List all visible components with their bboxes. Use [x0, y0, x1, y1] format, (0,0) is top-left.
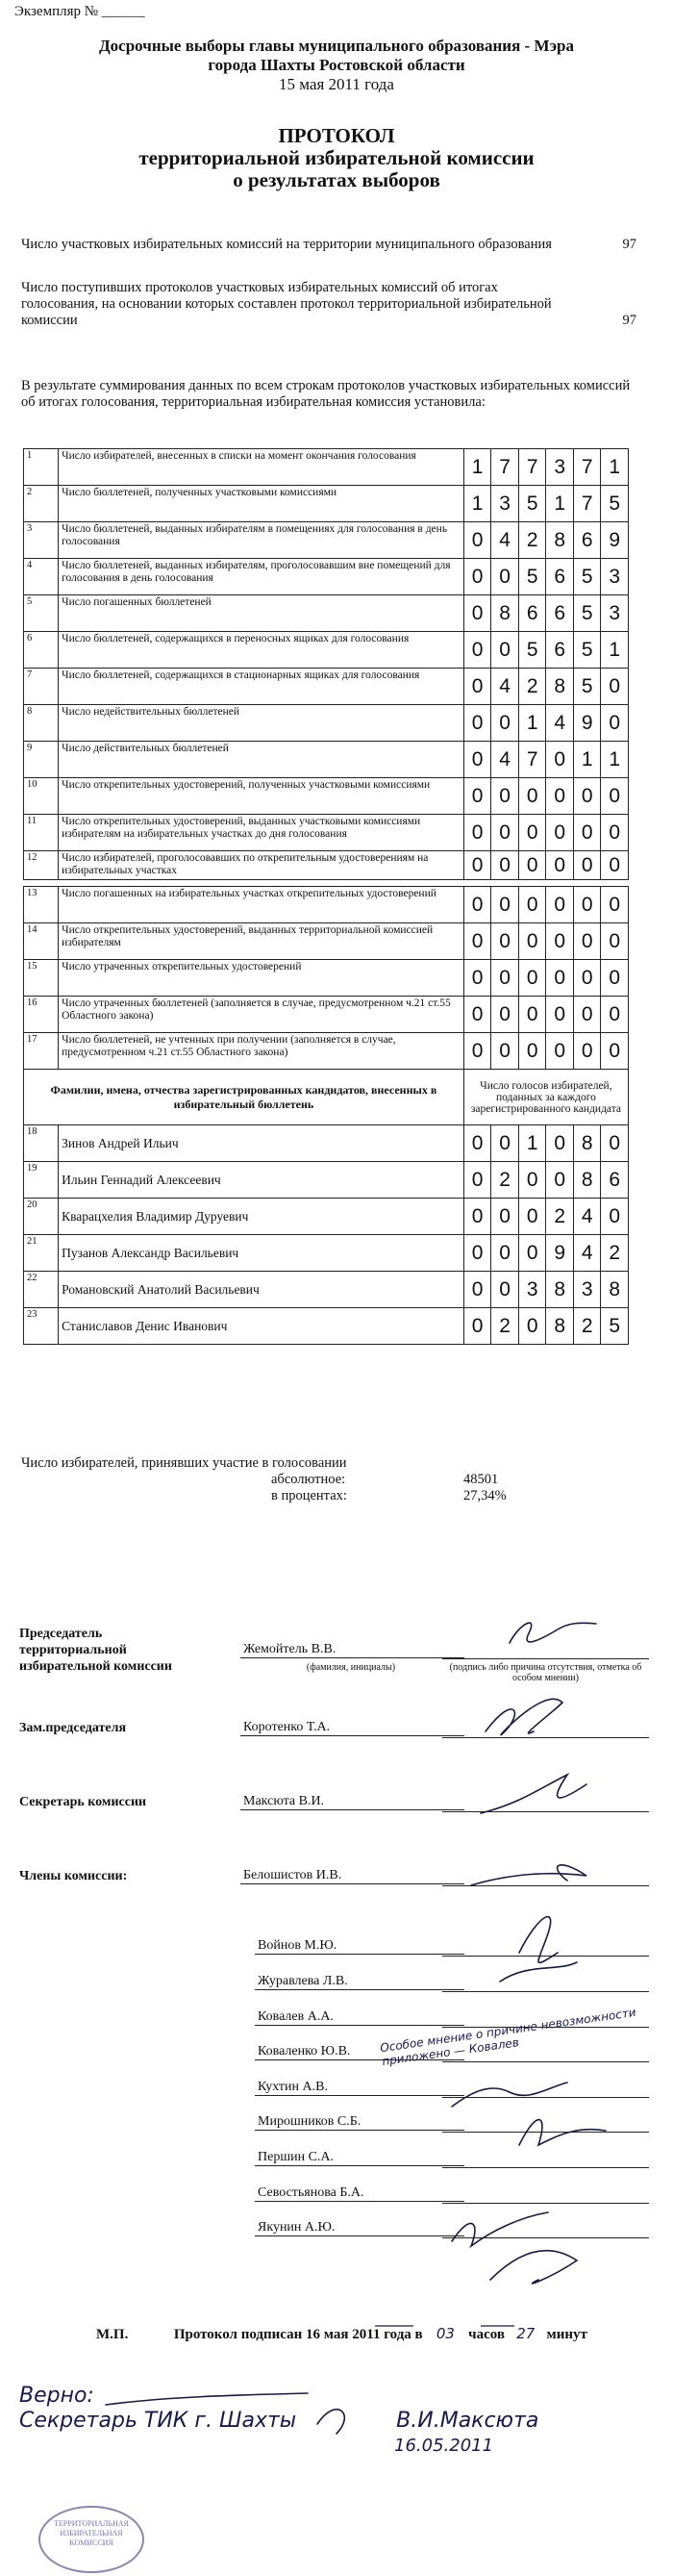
candidate-name: Кварацхелия Владимир Дуруевич [59, 1199, 464, 1235]
row-number: 6 [24, 632, 59, 669]
special-opinion-note: Особое мнение о причине невозможности приложено — Ковалев [379, 2005, 637, 2069]
protocol-title-main: ПРОТОКОЛ [278, 124, 395, 147]
candidate-name: Зинов Андрей Ильич [59, 1125, 464, 1162]
digit-cell: 0 [573, 997, 601, 1033]
certification-date: 16.05.2011 [394, 2436, 494, 2456]
certification-line-1: Верно: [19, 2384, 94, 2408]
member-name: Якунин А.Ю. [255, 2220, 464, 2236]
member-signature-2 [519, 1917, 558, 1963]
row-number: 11 [24, 815, 59, 851]
digit-cell: 5 [518, 632, 546, 669]
row-label: Число бюллетеней, не учтенных при получении (заполняется в случае, предусмотренном ч.21 ст.55 Областного закона) [59, 1033, 464, 1070]
row-number: 12 [24, 851, 59, 880]
chair-sign-caption: (подпись либо причина отсутствия, отметка об особом мнении) [449, 1662, 642, 1683]
digit-cell: 0 [463, 742, 491, 778]
row-number: 13 [24, 887, 59, 923]
digit-cell: 0 [463, 1308, 491, 1345]
digit-cell: 0 [463, 669, 491, 705]
row-number: 2 [24, 486, 59, 522]
member-signature-3 [500, 1962, 577, 1982]
digit-cell: 0 [518, 778, 546, 815]
row-label: Число утраченных бюллетеней (заполняется в случае, предусмотренном ч.21 ст.55 Областного закона) [59, 997, 464, 1033]
digit-cell: 8 [546, 1272, 574, 1308]
digit-cell: 0 [463, 1199, 491, 1235]
row-number: 7 [24, 669, 59, 705]
digit-cell: 0 [601, 1125, 629, 1162]
commissions-count-value: 97 [622, 237, 636, 252]
digit-cell: 0 [491, 1125, 519, 1162]
header-date: 15 мая 2011 года [279, 75, 394, 93]
digit-cell: 0 [491, 559, 519, 595]
digit-cell: 9 [573, 705, 601, 742]
digit-cell: 0 [546, 960, 574, 997]
digit-cell: 1 [546, 486, 574, 522]
digit-cell: 2 [573, 1308, 601, 1345]
commission-stamp: ТЕРРИТОРИАЛЬНАЯ ИЗБИРАТЕЛЬНАЯ КОМИССИЯ [38, 2506, 144, 2573]
digit-cell: 0 [546, 997, 574, 1033]
digit-cell: 0 [518, 851, 546, 880]
digit-cell: 1 [463, 449, 491, 486]
digit-cell: 8 [546, 669, 574, 705]
digit-cell: 5 [573, 595, 601, 632]
candidate-name: Ильин Геннадий Алексеевич [59, 1162, 464, 1199]
digit-cell: 0 [491, 997, 519, 1033]
digit-cell: 8 [546, 1308, 574, 1345]
digit-cell: 2 [491, 1308, 519, 1345]
digit-cell: 0 [573, 815, 601, 851]
digit-cell: 5 [518, 486, 546, 522]
digit-cell: 1 [518, 705, 546, 742]
digit-cell: 6 [546, 632, 574, 669]
digit-cell: 0 [491, 1272, 519, 1308]
digit-cell: 7 [518, 742, 546, 778]
digit-cell: 0 [518, 815, 546, 851]
digit-cell: 0 [546, 815, 574, 851]
certification-name: В.И.Максюта [396, 2409, 539, 2433]
digit-cell: 0 [463, 887, 491, 923]
digit-cell: 0 [463, 1162, 491, 1199]
digit-cell: 0 [518, 887, 546, 923]
digit-cell: 0 [463, 997, 491, 1033]
digit-cell: 3 [546, 449, 574, 486]
digit-cell: 0 [463, 815, 491, 851]
row-number: 3 [24, 522, 59, 559]
row-label: Число погашенных на избирательных участках открепительных удостоверений [59, 887, 464, 923]
digit-cell: 0 [463, 1272, 491, 1308]
digit-cell: 0 [491, 851, 519, 880]
digit-cell: 2 [518, 522, 546, 559]
row-label: Число недействительных бюллетеней [59, 705, 464, 742]
digit-cell: 3 [491, 486, 519, 522]
member-name: Войнов М.Ю. [255, 1938, 464, 1955]
digit-cell: 5 [601, 486, 629, 522]
chair-role-line-1: Председатель [19, 1627, 103, 1641]
member-signature-4 [452, 2083, 567, 2107]
candidate-number: 22 [24, 1272, 59, 1308]
row-label: Число бюллетеней, выданных избирателям, проголосовавшим вне помещений для голосования в день голосования [59, 559, 464, 595]
participation-abs-label: абсолютное: [271, 1472, 346, 1487]
digit-cell: 4 [491, 669, 519, 705]
row-number: 16 [24, 997, 59, 1033]
row-number: 4 [24, 559, 59, 595]
chair-name-caption: (фамилия, инициалы) [306, 1662, 396, 1673]
digit-cell: 0 [518, 997, 546, 1033]
commissions-count-label: Число участковых избирательных комиссий на территории муниципального образования [21, 237, 552, 252]
digit-cell: 0 [518, 1162, 546, 1199]
digit-cell: 4 [546, 705, 574, 742]
digit-cell: 7 [573, 486, 601, 522]
digit-cell: 5 [573, 632, 601, 669]
digit-cell: 0 [601, 923, 629, 960]
row-label: Число открепительных удостоверений, выданных территориальной комиссией избирателям [59, 923, 464, 960]
digit-cell: 0 [463, 632, 491, 669]
digit-cell: 3 [573, 1272, 601, 1308]
member-signature-6 [452, 2212, 548, 2246]
digit-cell: 0 [491, 632, 519, 669]
candidate-number: 20 [24, 1199, 59, 1235]
row-number: 17 [24, 1033, 59, 1070]
row-label: Число избирателей, внесенных в списки на момент окончания голосования [59, 449, 464, 486]
digit-cell: 0 [601, 669, 629, 705]
header-line-1: Досрочные выборы главы муниципального образования - Мэра [98, 37, 575, 55]
digit-cell: 0 [601, 1199, 629, 1235]
digit-cell: 0 [546, 851, 574, 880]
row-label: Число открепительных удостоверений, выданных участковыми комиссиями избирателям на избирательных участках до дня голосования [59, 815, 464, 851]
row-label: Число бюллетеней, содержащихся в стационарных ящиках для голосования [59, 669, 464, 705]
digit-cell: 1 [573, 742, 601, 778]
digit-cell: 0 [518, 1033, 546, 1070]
digit-cell: 2 [518, 669, 546, 705]
digit-cell: 0 [601, 1033, 629, 1070]
digit-cell: 0 [491, 887, 519, 923]
mp-label: М.П. [96, 2327, 129, 2342]
digit-cell: 4 [573, 1235, 601, 1272]
candidates-votes-header: Число голосов избирателей, поданных за каждого зарегистрированного кандидата [463, 1070, 628, 1125]
digit-cell: 8 [573, 1125, 601, 1162]
deputy-signature-stroke [486, 1699, 562, 1734]
signed-prefix: Протокол подписан 16 мая 2011 года в [173, 2327, 423, 2342]
digit-cell: 0 [491, 1235, 519, 1272]
certification [19, 2384, 538, 2459]
digit-cell: 0 [573, 778, 601, 815]
digit-cell: 0 [601, 778, 629, 815]
candidate-number: 23 [24, 1308, 59, 1345]
row-number: 5 [24, 595, 59, 632]
digit-cell: 0 [573, 1033, 601, 1070]
digit-cell: 0 [518, 1199, 546, 1235]
signed-hour: 03 [436, 2325, 455, 2342]
digit-cell: 0 [573, 923, 601, 960]
digit-cell: 8 [573, 1162, 601, 1199]
hour-label: часов [468, 2327, 505, 2342]
digit-cell: 0 [491, 960, 519, 997]
minute-label: минут [546, 2327, 587, 2342]
candidate-name: Станиславов Денис Иванович [59, 1308, 464, 1345]
certification-line-2: Секретарь ТИК г. Шахты [19, 2409, 297, 2433]
digit-cell: 3 [601, 559, 629, 595]
participation-pct-label: в процентах: [271, 1488, 347, 1503]
digit-cell: 0 [546, 1162, 574, 1199]
digit-cell: 0 [518, 1235, 546, 1272]
chair-role-line-3: избирательной комиссии [19, 1659, 172, 1674]
digit-cell: 1 [601, 449, 629, 486]
digit-cell: 8 [601, 1272, 629, 1308]
digit-cell: 5 [573, 559, 601, 595]
secretary-signature-stroke [481, 1775, 586, 1813]
chair-signature-stroke [510, 1623, 596, 1643]
member-name: Ковалев А.А. [255, 2009, 464, 2026]
digit-cell: 0 [601, 851, 629, 880]
digit-cell: 1 [601, 742, 629, 778]
digit-cell: 6 [518, 595, 546, 632]
protocol-signed-line [96, 2325, 587, 2343]
digit-cell: 0 [463, 960, 491, 997]
digit-cell: 0 [463, 522, 491, 559]
digit-cell: 2 [601, 1235, 629, 1272]
digit-cell: 1 [601, 632, 629, 669]
row-number: 9 [24, 742, 59, 778]
digit-cell: 0 [463, 1033, 491, 1070]
digit-cell: 9 [601, 522, 629, 559]
digit-cell: 4 [491, 742, 519, 778]
digit-cell: 0 [546, 923, 574, 960]
member-name: Кухтин А.В. [255, 2080, 464, 2096]
digit-cell: 5 [518, 559, 546, 595]
digit-cell: 6 [546, 559, 574, 595]
member-signature-5 [519, 2120, 606, 2145]
chair-role-line-2: территориальной [19, 1643, 127, 1657]
row-label: Число погашенных бюллетеней [59, 595, 464, 632]
member-name: Журавлева Л.В. [255, 1974, 464, 1990]
member-name: Белошистов И.В. [240, 1868, 464, 1884]
candidate-number: 19 [24, 1162, 59, 1199]
digit-cell: 3 [518, 1272, 546, 1308]
copy-number: Экземпляр № ______ [14, 4, 145, 19]
protocols-count-value: 97 [622, 313, 636, 328]
chair-name: Жемойтель В.В. [240, 1642, 464, 1658]
members-role: Члены комиссии: [19, 1869, 128, 1883]
row-label: Число действительных бюллетеней [59, 742, 464, 778]
digit-cell: 0 [518, 960, 546, 997]
digit-cell: 7 [573, 449, 601, 486]
protocols-count-label: Число поступивших протоколов участковых избирательных комиссий об итогах голосования, на основании которых составлен протокол территориальной избирательной комиссии [21, 280, 552, 328]
digit-cell: 0 [491, 1199, 519, 1235]
digit-cell: 0 [463, 705, 491, 742]
digit-cell: 0 [546, 1125, 574, 1162]
digit-cell: 5 [573, 669, 601, 705]
member-name: Севостьянова Б.А. [255, 2185, 464, 2202]
digit-cell: 0 [491, 778, 519, 815]
digit-cell: 0 [546, 1033, 574, 1070]
row-number: 10 [24, 778, 59, 815]
digit-cell: 0 [518, 923, 546, 960]
digit-cell: 0 [601, 960, 629, 997]
row-number: 15 [24, 960, 59, 997]
digit-cell: 2 [546, 1199, 574, 1235]
digit-cell: 0 [463, 1125, 491, 1162]
row-label: Число бюллетеней, полученных участковыми комиссиями [59, 486, 464, 522]
candidate-number: 18 [24, 1125, 59, 1162]
member-name: Першин С.А. [255, 2150, 464, 2166]
digit-cell: 0 [491, 1033, 519, 1070]
row-label: Число бюллетеней, содержащихся в переносных ящиках для голосования [59, 632, 464, 669]
participation-title: Число избирателей, принявших участие в голосовании [21, 1455, 347, 1471]
signed-minute: 27 [516, 2325, 536, 2342]
digit-cell: 8 [491, 595, 519, 632]
digit-cell: 0 [546, 742, 574, 778]
deputy-role: Зам.председателя [19, 1721, 127, 1735]
digit-cell: 0 [463, 851, 491, 880]
candidate-number: 21 [24, 1235, 59, 1272]
digit-cell: 5 [601, 1308, 629, 1345]
digit-cell: 7 [491, 449, 519, 486]
digit-cell: 6 [546, 595, 574, 632]
row-label: Число утраченных открепительных удостоверений [59, 960, 464, 997]
digit-cell: 8 [546, 522, 574, 559]
secretary-name: Максюта В.И. [240, 1794, 464, 1810]
digit-cell: 0 [573, 851, 601, 880]
digit-cell: 0 [463, 595, 491, 632]
header-line-2: города Шахты Ростовской области [208, 56, 465, 74]
digit-cell: 0 [463, 1235, 491, 1272]
row-label: Число открепительных удостоверений, полученных участковыми комиссиями [59, 778, 464, 815]
digit-cell: 1 [518, 1125, 546, 1162]
digit-cell: 9 [546, 1235, 574, 1272]
digit-cell: 4 [573, 1199, 601, 1235]
secretary-role: Секретарь комиссии [19, 1795, 147, 1809]
digit-cell: 4 [491, 522, 519, 559]
digit-cell: 3 [601, 595, 629, 632]
row-number: 14 [24, 923, 59, 960]
digit-cell: 0 [491, 815, 519, 851]
digit-cell: 1 [463, 486, 491, 522]
intro-text: В результате суммирования данных по всем строкам протоколов участковых избирательных комиссий об итогах голосования, территориальная избирательная комиссия установила: [21, 378, 631, 410]
candidates-names-header: Фамилии, имена, отчества зарегистрированных кандидатов, внесенных в избирательный бюллетень [24, 1070, 464, 1125]
digit-cell: 0 [601, 705, 629, 742]
deputy-name: Коротенко Т.А. [240, 1720, 464, 1736]
digit-cell: 0 [463, 559, 491, 595]
digit-cell: 7 [518, 449, 546, 486]
digit-cell: 6 [601, 1162, 629, 1199]
digit-cell: 0 [601, 997, 629, 1033]
digit-cell: 0 [573, 960, 601, 997]
row-number: 1 [24, 449, 59, 486]
row-label: Число бюллетеней, выданных избирателям в помещениях для голосования в день голосования [59, 522, 464, 559]
row-label: Число избирателей, проголосовавших по открепительным удостоверениям на избирательных участках [59, 851, 464, 880]
digit-cell: 0 [463, 923, 491, 960]
member-name: Коваленко Ю.В. [255, 2044, 464, 2060]
digit-cell: 0 [491, 923, 519, 960]
member-name: Мирошников С.Б. [255, 2114, 464, 2131]
digit-cell: 0 [491, 705, 519, 742]
digit-cell: 0 [518, 1308, 546, 1345]
digit-cell: 0 [601, 815, 629, 851]
digit-cell: 0 [463, 778, 491, 815]
member-signature-1 [471, 1865, 586, 1885]
digit-cell: 2 [491, 1162, 519, 1199]
row-number: 8 [24, 705, 59, 742]
digit-cell: 6 [573, 522, 601, 559]
digit-cell: 0 [546, 778, 574, 815]
digit-cell: 0 [601, 887, 629, 923]
protocol-subtitle-2: о результатах выборов [233, 168, 440, 191]
digit-cell: 0 [546, 887, 574, 923]
digit-cell: 0 [573, 887, 601, 923]
participation-pct-value: 27,34% [463, 1488, 507, 1503]
member-signature-7 [490, 2251, 577, 2284]
participation-abs-value: 48501 [463, 1472, 499, 1487]
candidate-name: Романовский Анатолий Васильевич [59, 1272, 464, 1308]
protocol-subtitle-1: территориальной избирательной комиссии [138, 146, 535, 169]
candidate-name: Пузанов Александр Васильевич [59, 1235, 464, 1272]
